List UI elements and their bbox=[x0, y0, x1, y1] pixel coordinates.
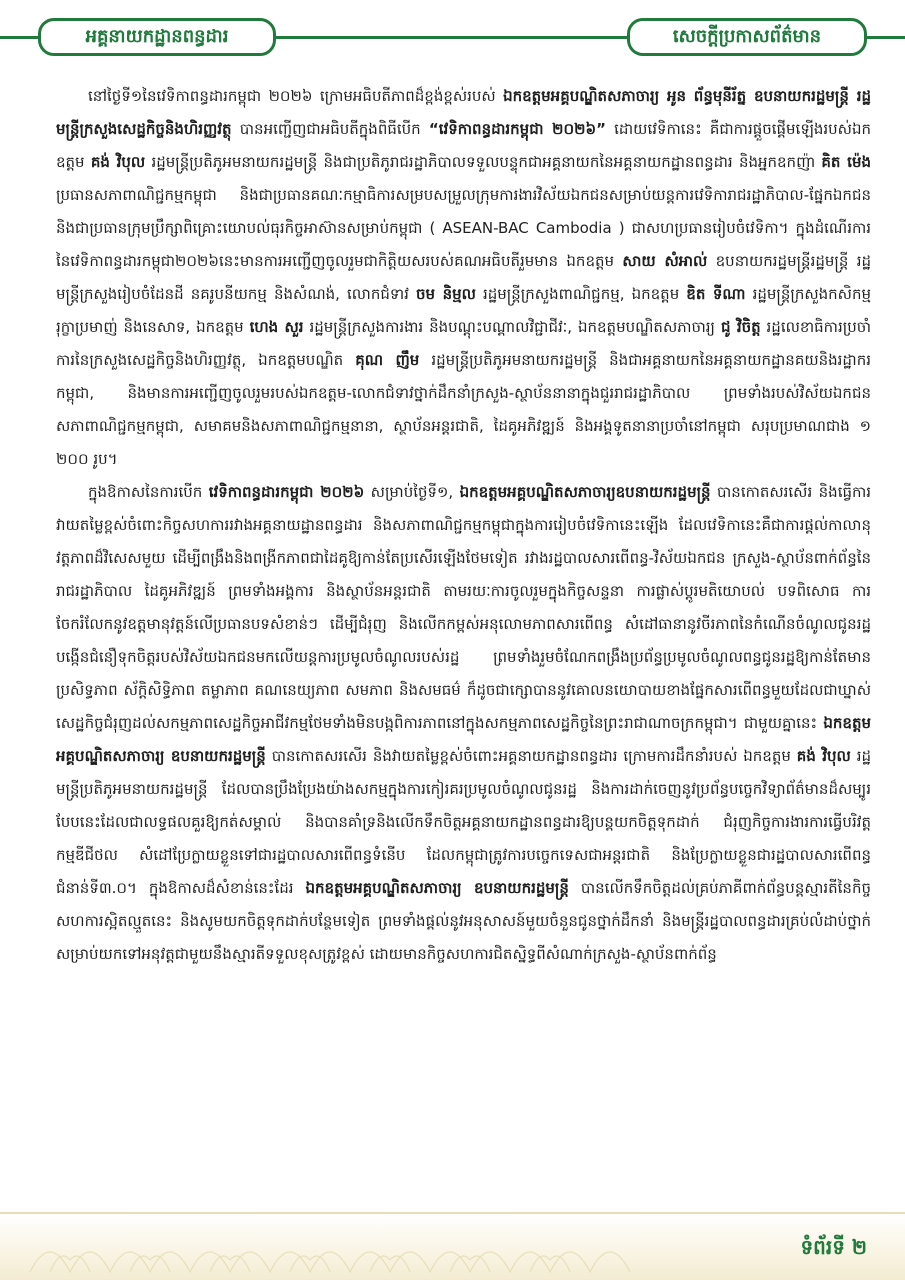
page-header bbox=[0, 0, 905, 80]
page-footer bbox=[0, 1212, 905, 1280]
text-run: ឧបនាយករដ្ឋមន្ត្រីរដ្ឋមន្ត្រី រដ្ឋមន្ត្រីក្រសួងរៀបចំដែនដី នគរូបនីយកម្ម និងសំណង់, លោកជំទាវ bbox=[56, 252, 871, 303]
text-run: រដ្ឋមន្ត្រីប្រតិភូអមនាយករដ្ឋមន្ត្រី និងជាអគ្គនាយកនៃអគ្គនាយកដ្ឋានគយនិងរដ្ឋាករកម្ពុជា, និងមានការអញ្ជើញចូលរួមរបស់ឯកឧត្តម-លោកជំទាវថ្នាក់ដឹកនាំក្រសួង-ស្ថាប័ននានាក្នុងជួររាជរដ្ឋាភិបាល ព្រមទាំងរបស់វិស័យឯកជន សភាពាណិជ្ជកម្មកម្ពុជា, សមាគមនិងសភាពាណិជ្ជកម្មនានា, ស្ថាប័នអន្តរជាតិ, ដៃគូអភិវឌ្ឍន៍ និងអង្គទូតនានាប្រចាំនៅកម្ពុជា សរុបប្រមាណជាង ១ ២០០ រូប។ bbox=[56, 351, 871, 468]
text-run: បានអញ្ជើញជាអធិបតីក្នុងពិធីបើក bbox=[231, 120, 429, 138]
bold-text-run: គង់ វិបុល bbox=[796, 747, 851, 765]
text-run: រដ្ឋមន្ត្រីក្រសួងកសិកម្ម រុក្ខាប្រមាញ់ និងនេសាទ, ឯកឧត្តម bbox=[56, 285, 871, 336]
bold-text-run: ឯកឧត្តមអគ្គបណ្ឌិតសភាចារ្យ ឧបនាយករដ្ឋមន្ត្រី bbox=[56, 714, 871, 765]
bold-text-run: ចម និម្មល bbox=[416, 285, 476, 303]
floral-pattern-icon bbox=[20, 1222, 640, 1274]
text-run: ក្នុងឱកាសនៃការបើក bbox=[88, 483, 209, 501]
department-tag: អគ្គនាយកដ្ឋានពន្ធដារ bbox=[38, 18, 276, 56]
text-run: រដ្ឋមន្ត្រីប្រតិភូអមនាយករដ្ឋមន្ត្រី និងជាប្រតិភូរាជរដ្ឋាភិបាលទទួលបន្ទុកជាអគ្គនាយកនៃអគ្គនាយកដ្ឋានពន្ធដារ និងអ្នកឧកញ៉ា bbox=[145, 153, 822, 171]
bold-text-run: ហេង សួរ bbox=[249, 318, 304, 336]
bold-text-run: គិត ម៉េង bbox=[821, 153, 871, 171]
bold-text-run: គុណ ញឹម bbox=[355, 351, 420, 369]
bold-text-run: ឯកឧត្តមអគ្គបណ្ឌិតសភាចារ្យ ឧបនាយករដ្ឋមន្ត្រី bbox=[305, 879, 569, 897]
page-number: ទំព័រទី ២ bbox=[800, 1235, 867, 1259]
text-run: បានលើកទឹកចិត្តដល់គ្រប់ភាគីពាក់ព័ន្ធបន្តស្មារតីនៃកិច្ចសហការស្អិតល្មួតនេះ និងសូមយកចិត្តទុកដាក់បន្ថែមទៀត ព្រមទាំងផ្ដល់នូវអនុសាសន៍មួយចំនួនជូនថ្នាក់ដឹកនាំ និងមន្ត្រីរដ្ឋបាលពន្ធដារគ្រប់លំដាប់ថ្នាក់សម្រាប់យកទៅអនុវត្តជាមួយនឹងស្មារតីទទួលខុសត្រូវខ្ពស់ ដោយមានកិច្ចសហការជិតស្និទ្ធពីសំណាក់ក្រសួង-ស្ថាប័នពាក់ព័ន្ធ bbox=[56, 879, 871, 963]
text-run: រដ្ឋមន្ត្រីក្រសួងការងារ និងបណ្ដុះបណ្ដាលវិជ្ជាជីវៈ, ឯកឧត្តមបណ្ឌិតសភាចារ្យ bbox=[303, 318, 721, 336]
press-release-tag: សេចក្ដីប្រកាសព័ត៌មាន bbox=[627, 18, 867, 56]
bold-text-run: វេទិកាពន្ធដារកម្ពុជា ២០២៦ bbox=[208, 483, 365, 501]
text-run: សម្រាប់ថ្ងៃទី១, bbox=[364, 483, 460, 501]
text-run: បានកោតសរសើរ និងធ្វើការវាយតម្លៃខ្ពស់ចំពោះកិច្ចសហការរវាងអគ្គនាយដ្ឋានពន្ធដារ និងសភាពាណិជ្ជកម្មកម្ពុជាក្នុងការរៀបចំវេទិកានេះឡើង ដែលវេទិកានេះគឺជាការផ្ដល់កាលានុវត្តភាពដ៏វិសេសមួយ ដើម្បីពង្រឹងនិងពង្រីកភាពជាដៃគូឱ្យកាន់តែប្រសើរឡើងថែមទៀត រវាងរដ្ឋបាលសារពើពន្ធ-វិស័យឯកជន ក្រសួង-ស្ថាប័នពាក់ព័ន្ធនៃរាជរដ្ឋាភិបាល ដៃគូអភិវឌ្ឍន៍ ព្រមទាំងអង្គការ និងស្ថាប័នអន្តរជាតិ តាមរយៈការចូលរួមក្នុងកិច្ចសន្ទនា ការផ្លាស់ប្ដូរមតិយោបល់ បទពិសោធ ការចែករំលែកនូវឧត្តមានុវត្តន៍លើប្រធានបទសំខាន់ៗ ដើម្បីជំរុញ និងលើកកម្ពស់អនុលោមភាពសារពើពន្ធ សំដៅធានានូវចីរភាពនៃកំណើនចំណូលជូនរដ្ឋ បង្កើនជំនឿទុកចិត្តរបស់វិស័យឯកជនមកលើយន្តការប្រមូលចំណូលរបស់រដ្ឋ ព្រមទាំងរួមចំណែកពង្រឹងប្រព័ន្ធប្រមូលចំណូលពន្ធជូនរដ្ឋឱ្យកាន់តែមានប្រសិទ្ធភាព ស័ក្ដិសិទ្ធិភាព តម្លាភាព គណនេយ្យភាព សមភាព និងសមធម៌ ក៏ដូចជាក្សោបាននូវគោលនយោបាយខាងផ្នែកសារពើពន្ធមួយដែលជាឃ្នាស់សេដ្ឋកិច្ចជំរុញដល់សកម្មភាពសេដ្ឋកិច្ចអាជីវកម្មថែមទាំងមិនបង្កពិការភាពនៅក្នុងសកម្មភាពសេដ្ឋកិច្ចនៃព្រះរាជាណាចក្រកម្ពុជា។ ជាមួយគ្នានេះ bbox=[56, 483, 871, 732]
article-body bbox=[56, 80, 871, 1200]
text-run: ប្រធានសភាពាណិជ្ជកម្មកម្ពុជា និងជាប្រធានគណៈកម្មាធិការសម្របសម្រួលក្រុមការងារវិស័យឯកជនសម្រាប់យន្តការវេទិការាជរដ្ឋាភិបាល-ផ្នែកឯកជន និងជាប្រធានក្រុមប្រឹក្សាពិគ្រោះយោបល់ធុរកិច្ចអាស៊ានសម្រាប់កម្ពុជា ( ASEAN-BAC Cambodia ) ជាសហប្រធានរៀបចំវេទិកា។ ក្នុងដំណើរការនៃវេទិកាពន្ធដារកម្ពុជា២០២៦នេះមានការអញ្ជើញចូលរួមជាកិត្តិយសរបស់គណអធិបតីរួមមាន ឯកឧត្តម bbox=[56, 186, 871, 270]
bold-text-run: ជូ វិចិត្ត bbox=[720, 318, 761, 336]
footer-rule bbox=[0, 1212, 905, 1214]
paragraph-1 bbox=[56, 80, 871, 476]
bold-text-run: ឯកឧត្តមអគ្គបណ្ឌិតសភាចារ្យ អូន ព័ន្ធមុនីរ័ត្ន ឧបនាយករដ្ឋមន្ត្រី រដ្ឋមន្ត្រីក្រសួងសេដ្ឋកិច្ចនិងហិរញ្ញវត្ថុ bbox=[56, 87, 871, 138]
text-run: បានកោតសរសើរ និងវាយតម្លៃខ្ពស់ចំពោះអគ្គនាយកដ្ឋានពន្ធដារ ក្រោមការដឹកនាំរបស់ ឯកឧត្តម bbox=[265, 747, 797, 765]
text-run: រដ្ឋមន្ត្រីក្រសួងពាណិជ្ជកម្ម, ឯកឧត្តម bbox=[475, 285, 687, 303]
text-run: ដោយវេទិកានេះ គឺជាការផ្ដួចផ្ដើមឡើងរបស់ឯកឧត្តម bbox=[56, 120, 871, 171]
paragraph-2 bbox=[56, 476, 871, 971]
text-run: នៅថ្ងៃទី១នៃវេទិកាពន្ធដារកម្ពុជា ២០២៦ ក្រោមអធិបតីភាពដ៏ខ្ពង់ខ្ពស់របស់ bbox=[88, 87, 504, 105]
bold-text-run: គង់ វិបុល bbox=[90, 153, 146, 171]
bold-text-run: “វេទិកាពន្ធដារកម្ពុជា ២០២៦” bbox=[428, 120, 606, 138]
bold-text-run: ឯកឧត្តមអគ្គបណ្ឌិតសភាចារ្យឧបនាយករដ្ឋមន្ត្រី bbox=[459, 483, 711, 501]
bold-text-run: ឌិត ទីណា bbox=[686, 285, 746, 303]
text-run: រដ្ឋលេខាធិការប្រចាំការនៃក្រសួងសេដ្ឋកិច្ចនិងហិរញ្ញវត្ថុ, ឯកឧត្តមបណ្ឌិត bbox=[56, 318, 871, 369]
bold-text-run: សាយ សំអាល់ bbox=[622, 252, 708, 270]
text-run: រដ្ឋមន្ត្រីប្រតិភូអមនាយករដ្ឋមន្ត្រី ដែលបានប្រឹងប្រែងយ៉ាងសកម្មក្នុងការកៀរគរប្រមូលចំណូលជូនរដ្ឋ និងការដាក់ចេញនូវប្រព័ន្ធបច្ចេកវិទ្យាព័ត៌មានដ៏សម្បូរបែបនេះដែលជាលទ្ធផលគួរឱ្យកត់សម្គាល់ និងបានគាំទ្រនិងលើកទឹកចិត្តអគ្គនាយកដ្ឋានពន្ធដារឱ្យបន្តយកចិត្តទុកដាក់ ជំរុញកិច្ចការងារការធ្វើបរិវត្តកម្មឌីជីថល សំដៅប្រែក្លាយខ្លួនទៅជារដ្ឋបាលសារពើពន្ធទំនើប ដែលកម្ពុជាត្រូវការបច្ចេកទេសជាអន្តរជាតិ និងប្រែក្លាយខ្លួនជារដ្ឋបាលសារពើពន្ធជំនាន់ទី៣.០។ ក្នុងឱកាសដ៏សំខាន់នេះដែរ bbox=[56, 747, 871, 897]
